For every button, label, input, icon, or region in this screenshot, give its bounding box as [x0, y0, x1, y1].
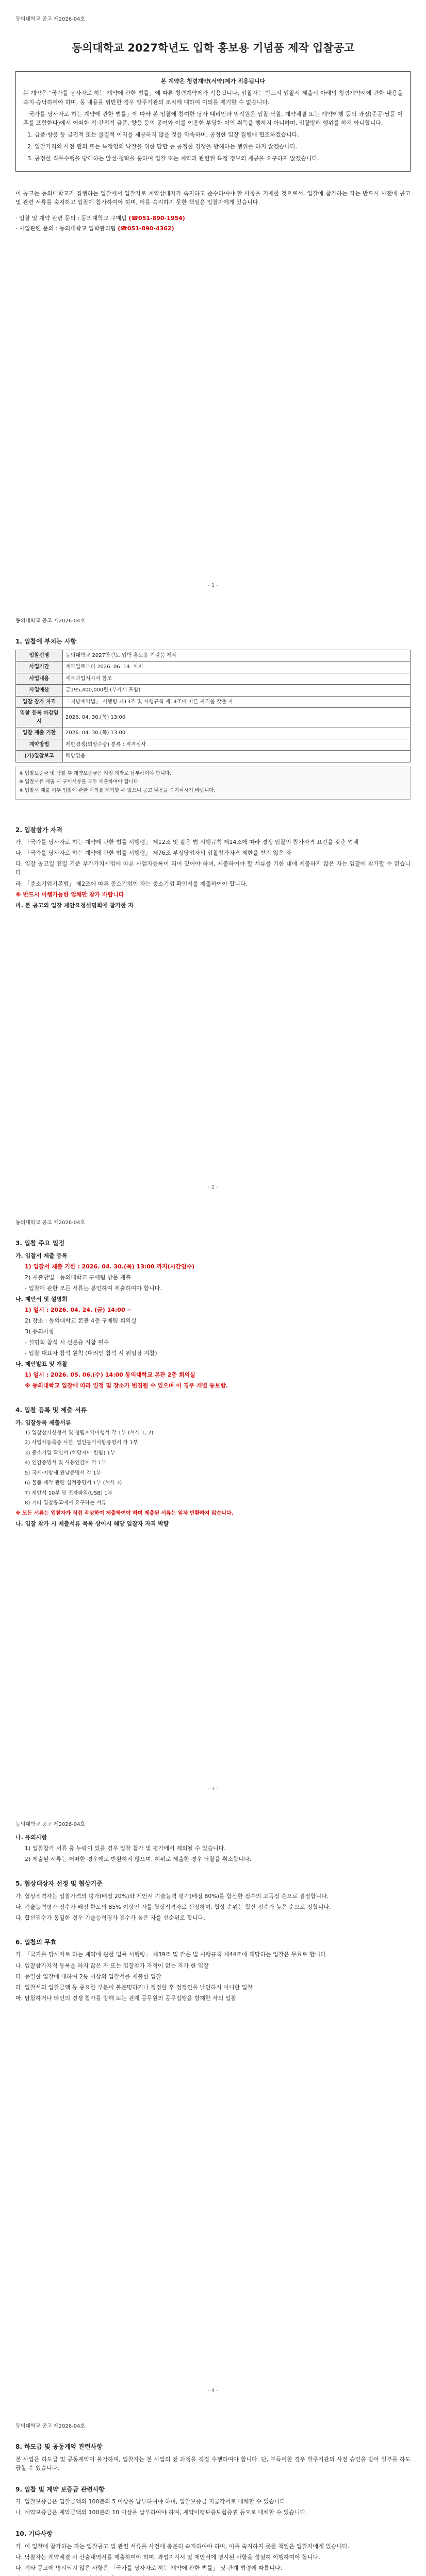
table-value: 제한경쟁(희망수량) 분류 : 적격심사 [63, 739, 411, 751]
document-item: 6) 물품 제작 관련 실적증명서 1부 (서식 3) [25, 1480, 122, 1486]
document-item: 4) 인감증명서 및 사용인감계 각 1부 [25, 1460, 107, 1466]
schedule-line: 2) 제출방법 : 동의대학교 구매팀 방문 제출 [25, 1274, 131, 1281]
schedule-line: ※ 동의대학교 입찰에 따라 일정 및 장소가 변경될 수 있으며 이 경우 개별 통보함. [25, 1382, 228, 1389]
table-key: 사업예산 [16, 685, 63, 697]
schedule-line: 2) 장소 : 동의대학교 본관 4층 구매팀 회의실 [25, 1317, 137, 1324]
table-key: 사업기간 [16, 662, 63, 673]
bid-info-table [15, 650, 411, 762]
notice-box-para: 「국가를 당사자로 하는 계약에 관한 법률」에 따라 본 입찰에 참여한 당사 대리인과 임직원은 입찰·낙찰, 계약체결 또는 계약이행 등의 과정(준공·납품 이후를 포함한다)에서 어떠한 직·간접적 금품, 향응 등의 공여와 이를 이용한 부당한 이익 취득을 행하지 아니하며, 입찰방해 행위를 하지 아니합니다. [23, 110, 403, 126]
section-title: 10. 기타사항 [15, 2530, 53, 2538]
page-number: - 4 - [208, 2388, 218, 2394]
page-5 [0, 2407, 426, 2576]
section-item: 가. 「국가를 당사자로 하는 계약에 관한 법률 시행령」 제12조 및 같은 법 시행규칙 제14조에 따라 경쟁 입찰의 참가자격 요건을 갖춘 업체 [15, 839, 359, 846]
page-5-content [15, 2433, 411, 2576]
table-key: (가)입찰보고 [16, 751, 63, 762]
page-number: - 3 - [208, 1786, 218, 1792]
table-row [16, 650, 411, 662]
header-label: 동의대학교 공고 제2026-04호 [15, 618, 86, 624]
table-value: 「지방계약법」 시행령 제13조 및 시행규칙 제14조에 따른 자격을 갖춘 자 [63, 696, 411, 708]
table-notes [15, 767, 411, 800]
section-item: 나. 낙찰자는 계약체결 시 산출내역서를 제출하여야 하며, 과업지시서 및 제안서에 명시된 사항을 성실히 이행하여야 합니다. [15, 2554, 320, 2561]
subsection-head: 가. 입찰서 제출 등록 [15, 1252, 68, 1259]
notice-box-title: 본 계약은 청렴계약(서약)제가 적용됩니다 [160, 78, 266, 85]
section-item: 나. 기술능력평가 점수가 배점 한도의 85% 이상인 자를 협상적격자로 선정하며, 협상 순위는 합산 점수가 높은 순으로 정합니다. [15, 1903, 331, 1910]
contact-item [15, 224, 411, 233]
table-key: 입찰 참가 자격 [16, 696, 63, 708]
notice-item: 3. 공정한 직무수행을 방해하는 알선·청탁을 통하여 입찰 또는 계약과 관련된 특정 정보의 제공을 요구하지 않겠습니다. [35, 154, 403, 163]
section-item: 나. 계약보증금은 계약금액의 100분의 10 이상을 납부하여야 하며, 계약이행보증보험증권 등으로 대체할 수 있습니다. [15, 2509, 307, 2516]
document-item: 3) 중소기업 확인서 (해당자에 한함) 1부 [25, 1450, 116, 1456]
highlight-text: ※ 반드시 이행가능한 업체만 참가 바랍니다 [15, 891, 124, 898]
contact-phone: (☎051-890-4362) [118, 225, 174, 232]
schedule-line: 1) 일시 : 2026. 05. 06.(수) 14:00 동의대학교 본관 2층 회의실 [25, 1371, 195, 1379]
notice-box-list [23, 130, 403, 163]
table-value: 세부과업지시서 참조 [63, 673, 411, 685]
table-row [16, 739, 411, 751]
page-3 [0, 1204, 426, 1805]
header-label: 동의대학교 공고 제2026-04호 [15, 1220, 86, 1226]
table-value: 동의대학교 2027학년도 입학 홍보용 기념품 제작 [63, 650, 411, 662]
contact-list [15, 214, 411, 233]
table-value: 계약일로부터 2026. 06. 14. 까지 [63, 662, 411, 673]
document-item: 1) 입찰참가신청서 및 청렴계약이행서 각 1부 (서식 1, 2) [25, 1430, 154, 1436]
header-label: 동의대학교 공고 제2026-04호 [15, 1822, 86, 1827]
note-line: ※ 입찰보증금 및 낙찰 후 계약보증금은 지정 계좌로 납부하여야 합니다. [19, 770, 172, 776]
notice-box-intro: 본 계약은 "국가를 당사자로 하는 계약에 관한 법률」에 따른 청렴계약제가 적용됩니다. 입찰자는 반드시 입찰서 제출시 아래의 청렴계약서에 관한 내용을 숙지·승낙하여야 하며, 동 내용을 위반한 경우 발주기관의 조치에 대하여 이의를 제기할 수 없습니다. [23, 90, 403, 106]
notice-item: 1. 금품·향응 등 금전적 또는 물질적 이익을 제공하지 않을 것을 약속하며, 공정한 입찰 집행에 협조하겠습니다. [35, 130, 403, 139]
contact-label: · 사업관련 문의 : 동의대학교 입학관리팀 [15, 225, 116, 232]
section-title: 2. 입찰참가 자격 [15, 826, 62, 834]
section-item: 다. 동일한 입찰에 대하여 2통 이상의 입찰서를 제출한 입찰 [15, 1973, 161, 1980]
document-item: 8) 기타 입찰공고에서 요구하는 서류 [25, 1500, 107, 1506]
table-row [16, 751, 411, 762]
schedule-line: - 설명회 참석 시 신분증 지참 필수 [25, 1338, 109, 1346]
notice-item: 2. 입찰가격의 사전 협의 또는 특정인의 낙찰을 위한 담합 등 공정한 경쟁을 방해하는 행위를 하지 않겠습니다. [35, 142, 403, 151]
subsection-head: 나. 제안서 및 설명회 [15, 1295, 68, 1302]
subsection-head: 가. 입찰등록 제출서류 [15, 1419, 71, 1426]
note-line: ※ 입찰서류 제출 시 구비서류를 모두 제출하여야 합니다. [19, 779, 140, 785]
table-value: 금195,400,000원 (부가세 포함) [63, 685, 411, 697]
page-1-content [15, 26, 411, 234]
contact-phone: (☎051-890-1954) [128, 214, 185, 222]
section-item: 나. 입찰참가자격 등록을 하지 않은 자 또는 입찰참가 자격이 없는 자가 한 입찰 [15, 1962, 209, 1969]
section-title: 9. 입찰 및 계약 보증금 관련사항 [15, 2485, 105, 2493]
table-value: 2026. 04. 30.(목) 13:00 [63, 727, 411, 739]
table-row [16, 708, 411, 727]
section-item: 가. 이 입찰에 참가하는 자는 입찰공고 및 관련 서류를 사전에 충분히 숙지하여야 하며, 이를 숙지하지 못한 책임은 입찰자에게 있습니다. [15, 2543, 350, 2550]
section-item: 다. 기타 공고에 명시되지 않은 사항은 「국가를 당사자로 하는 계약에 관한 법률」 및 관계 법령에 따릅니다. [15, 2565, 283, 2572]
section-title: 3. 입찰 주요 일정 [15, 1240, 64, 1247]
section-title: 5. 협상대상자 선정 및 협상기준 [15, 1880, 103, 1888]
note-line: ※ 입찰서 제출 이후 입찰에 관한 이의를 제기할 수 없으니 공고 내용을 숙지하시기 바랍니다. [19, 788, 216, 794]
section-item: 가. 협상적격자는 입찰가격의 평가(배점 20%)와 제안서 기술능력 평가(배점 80%)를 합산한 점수의 고득점 순으로 결정합니다. [15, 1892, 329, 1900]
header-label: 동의대학교 공고 제2026-04호 [15, 16, 86, 22]
document-item: 2) 사업자등록증 사본, 법인등기사항증명서 각 1부 [25, 1440, 138, 1446]
section-title: 6. 입찰의 무효 [15, 1938, 57, 1946]
page-4 [0, 1805, 426, 2407]
schedule-line: 1) 입찰서 제출 기한 : 2026. 04. 30.(목) 13:00 까지(시간엄수) [25, 1263, 195, 1270]
contact-label: · 입찰 및 계약 관련 문의 : 동의대학교 구매팀 [15, 214, 127, 222]
table-row [16, 727, 411, 739]
table-key: 입찰건명 [16, 650, 63, 662]
section-title: 1. 입찰에 부치는 사항 [15, 638, 77, 645]
schedule-line: - 입찰 대표자 참석 원칙 (대리인 참석 시 위임장 지참) [25, 1350, 157, 1357]
table-key: 사업내용 [16, 673, 63, 685]
table-key: 계약방법 [16, 739, 63, 751]
document-item: 5) 국세·지방세 완납증명서 각 1부 [25, 1470, 102, 1476]
schedule-line: 3) 유의사항 [25, 1328, 55, 1335]
table-row [16, 662, 411, 673]
section-title: 4. 입찰 등록 및 제출 서류 [15, 1406, 87, 1414]
section-item: 1) 입찰참가 서류 중 누락이 있을 경우 입찰 참가 및 평가에서 제외될 수 있습니다. [25, 1845, 226, 1852]
schedule-line: 1) 일시 : 2026. 04. 24. (금) 14:00 ~ [25, 1306, 132, 1313]
table-value: 해당없음 [63, 751, 411, 762]
section-item: 나. 「국가를 당사자로 하는 계약에 관한 법률 시행령」 제76조 부정당업자의 입찰참가자격 제한을 받지 않은 자 [15, 850, 291, 857]
table-row [16, 685, 411, 697]
page-4-content [15, 1831, 411, 2005]
section-item: 2) 제출된 서류는 어떠한 경우에도 반환하지 않으며, 허위로 제출한 경우 낙찰을 취소합니다. [25, 1856, 252, 1863]
section-item: 라. 「중소기업기본법」 제2조에 따른 중소기업인 자는 중소기업 확인서를 제출하여야 합니다. [15, 880, 248, 887]
page-number: - 2 - [208, 1184, 218, 1190]
section-item: 마. 담합하거나 타인의 경쟁 참가를 방해 또는 관계 공무원의 공무집행을 방해한 자의 입찰 [15, 1994, 236, 2002]
section-item: 본 사업은 하도급 및 공동계약이 불가하며, 입찰자는 본 사업의 전 과정을 직접 수행하여야 합니다. 단, 부득이한 경우 발주기관의 사전 승인을 받아 일부를 하도급할 수 있습니다. [15, 2455, 411, 2471]
schedule-line: - 입찰에 관한 모든 서류는 봉인하여 제출하여야 합니다. [25, 1284, 162, 1292]
integrity-notice-box [15, 71, 411, 171]
section-title: 8. 하도급 및 공동계약 관련사항 [15, 2443, 103, 2450]
table-row [16, 673, 411, 685]
page-3-content [15, 1229, 411, 1530]
page-number: - 1 - [208, 583, 218, 588]
page-2 [0, 602, 426, 1204]
page-1 [0, 0, 426, 602]
contact-item [15, 214, 411, 223]
subsection-head: 나. 입찰 참가 시 제출서류 목록 상이시 해당 입찰자 자격 박탈 [15, 1520, 169, 1528]
table-key: 입찰 등록 마감일시 [16, 708, 63, 727]
section-item: 다. 합산점수가 동일한 경우 기술능력평가 점수가 높은 자를 선순위로 합니다. [15, 1914, 205, 1921]
document-note: ※ 모든 서류는 입찰자가 직접 작성하여 제출하여야 하며 제출된 서류는 일체 반환하지 않습니다. [15, 1510, 234, 1516]
subsection-head: 다. 제안발표 및 개찰 [15, 1361, 68, 1368]
table-row [16, 696, 411, 708]
body-paragraph: 이 공고는 동의대학교가 집행하는 입찰에서 입찰자로 계약상대자가 속지하고 준수하여야 할 사항을 기재한 것으로서, 입찰에 참가하는 자는 반드시 사전에 공고 및 관련 서류를 숙지하고 입찰에 참가하여야 하며, 이를 숙지하지 못한 책임은 입찰자에게 있습니다. [15, 190, 411, 206]
section-item: 가. 「국가를 당사자로 하는 계약에 관한 법률 시행령」 제39조 및 같은 법 시행규칙 제44조에 해당하는 입찰은 무효로 합니다. [15, 1951, 328, 1958]
page-2-content [15, 628, 411, 912]
table-key: 입찰 제출 기한 [16, 727, 63, 739]
page-title: 동의대학교 2027학년도 입학 홍보용 기념품 제작 입찰공고 [71, 42, 355, 54]
section-item: 가. 입찰보증금은 입찰금액의 100분의 5 이상을 납부하여야 하며, 입찰보증금 지급각서로 대체할 수 있습니다. [15, 2498, 287, 2505]
document-item: 7) 제안서 10부 및 전자파일(USB) 1부 [25, 1490, 113, 1496]
section-item: 라. 입찰서의 입찰금액 등 중요한 부분이 불분명하거나 정정한 후 정정인을 날인하지 아니한 입찰 [15, 1984, 253, 1991]
section-item: 다. 입찰 공고일 전일 기준 부가가치세법에 따른 사업자등록이 되어 있어야 하며, 제출하여야 할 서류를 기한 내에 제출하지 않은 자는 입찰에 참가할 수 없습니다. [15, 860, 411, 876]
subsection-head: 나. 유의사항 [15, 1834, 47, 1841]
section-item: 마. 본 공고의 입찰 제안요청설명회에 참가한 자 [15, 902, 134, 909]
table-value: 2026. 04. 30.(목) 13:00 [63, 708, 411, 727]
header-label: 동의대학교 공고 제2026-04호 [15, 2424, 86, 2429]
